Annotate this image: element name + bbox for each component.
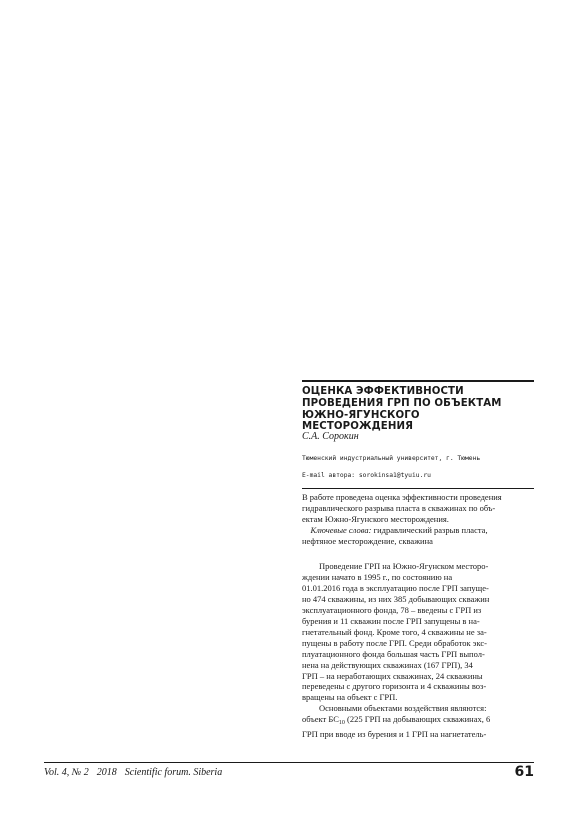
author-affiliation: Тюменский индустриальный университет, г. Тюмень bbox=[302, 455, 481, 462]
article-abstract: В работе проведена оценка эффективности проведения гидравлического разрыва пласта в скважинах по объ- ектам Южно-Ягунского месторождения. bbox=[302, 492, 502, 524]
footer-citation bbox=[44, 766, 230, 780]
keywords-label: Ключевые слова: bbox=[310, 525, 372, 535]
page-footer bbox=[44, 766, 534, 782]
page-number: 61 bbox=[514, 764, 534, 780]
body-paragraph-2: Основными объектами воздействия являются: объект $БС_{10}$ (225 ГРП на добывающих скважинах, 6 ГРП при вводе из бурения и 1 ГРП на нагнетатель- bbox=[302, 703, 491, 740]
footer-rule bbox=[44, 762, 534, 763]
author-email: E-mail автора: sorokinsa1@tyuiu.ru bbox=[302, 472, 431, 479]
subscript: 10 bbox=[338, 720, 345, 727]
footer-journal: Scientific forum. Siberia bbox=[124, 767, 223, 778]
article-keywords bbox=[302, 525, 534, 547]
article-author: С.А. Сорокин bbox=[302, 431, 359, 442]
title-top-rule bbox=[302, 380, 534, 382]
body-paragraph-1: Проведение ГРП на Южно-Ягунском месторо- ждении начато в 1995 г., по состоянию на 01.01.2016 года в эксплуатацию после ГРП запуще- но 474 скважины, из них 385 добывающих скважин эксплуатационного фонда, 78 – введены с ГРП из бурения и 11 скважин после ГРП запущены в на- гнетательный фонд. Кроме того, 4 скважины не за- пущены в работу после ГРП. Среди обработок экс- плуатационного фонда большая часть ГРП выпол- нена на действующих скважинах (167 ГРП), 34 ГРП – на неработающих скважинах, 24 скважины переведены с другого горизонта и 4 скважины воз- вращены на объект с ГРП. bbox=[302, 561, 490, 703]
header-divider bbox=[302, 488, 534, 489]
footer-volume: Vol. 4, № 2 bbox=[44, 767, 89, 778]
footer-year: 2018 bbox=[96, 767, 117, 778]
keywords-text: гидравлический разрыв пласта, нефтяное месторождение, скважина bbox=[302, 525, 488, 546]
article-body bbox=[302, 561, 534, 740]
article-title: ОЦЕНКА ЭФФЕКТИВНОСТИ ПРОВЕДЕНИЯ ГРП ПО ОБЪЕКТАМ ЮЖНО-ЯГУНСКОГО МЕСТОРОЖДЕНИЯ bbox=[302, 386, 502, 433]
